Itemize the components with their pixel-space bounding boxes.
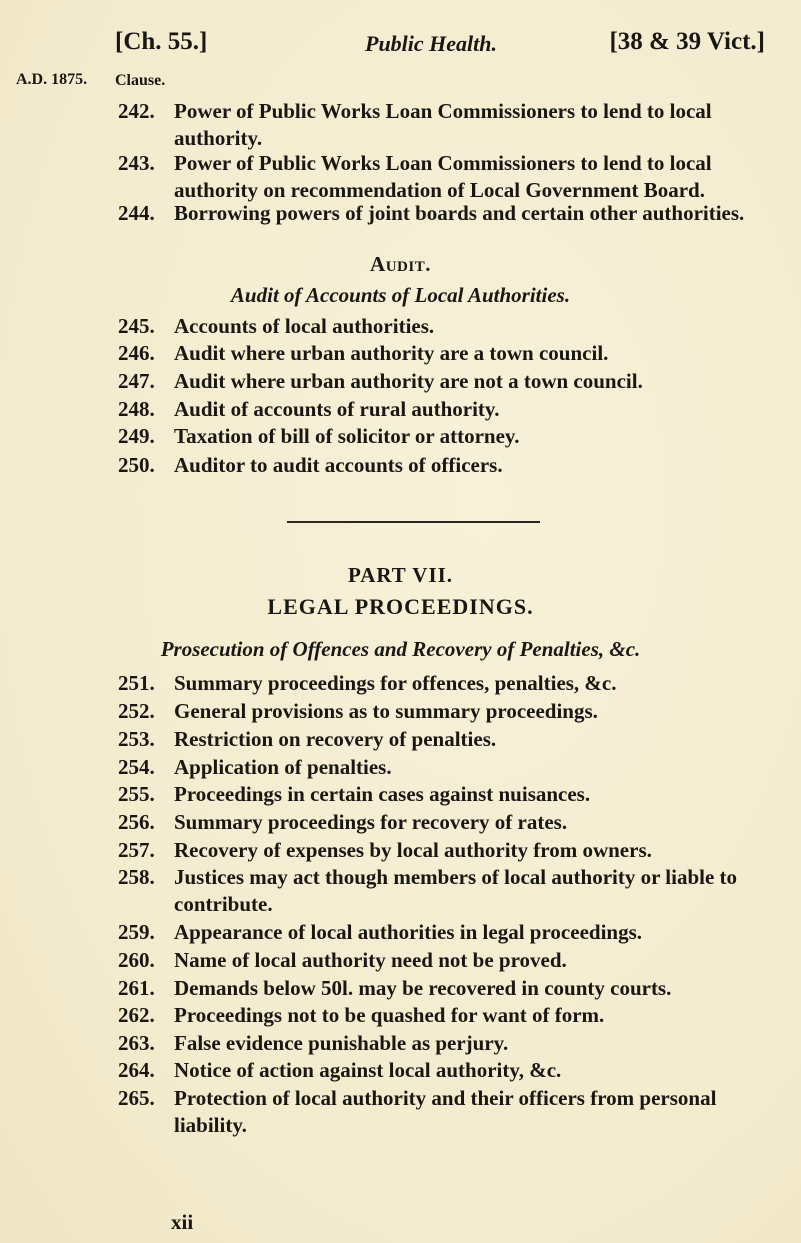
clause-number: 258. (118, 865, 155, 889)
clause-number: 248. (118, 397, 155, 421)
clause-text: Audit of accounts of rural authority. (174, 397, 500, 421)
clause-number: 247. (118, 369, 155, 393)
part-subtitle: LEGAL PROCEEDINGS. (267, 594, 534, 619)
clause-text: General provisions as to summary proceedings. (174, 699, 598, 723)
clause-number: 246. (118, 341, 155, 365)
clause-column-label: Clause. (115, 72, 166, 89)
clause-number: 260. (118, 948, 155, 972)
clause-number: 259. (118, 920, 155, 944)
chapter-label: [Ch. 55.] (115, 28, 208, 55)
clause-text: Summary proceedings for offences, penalties, &c. (174, 671, 617, 695)
section-subheading: Audit of Accounts of Local Authorities. (230, 283, 571, 307)
clause-number: 264. (118, 1058, 155, 1082)
clause-text: Justices may act though members of local authority or liable to contribute. (174, 865, 738, 916)
clause-number: 244. (118, 201, 155, 225)
clause-number: 242. (118, 99, 155, 123)
running-header (115, 28, 765, 62)
clause-number: 262. (118, 1003, 155, 1027)
clause-number: 245. (118, 314, 155, 338)
clause-text: Application of penalties. (174, 755, 392, 779)
clause-number: 251. (118, 671, 155, 695)
clause-number: 254. (118, 755, 155, 779)
clause-text: Notice of action against local authority, &c. (174, 1058, 562, 1082)
clause-text: Audit where urban authority are not a town council. (174, 369, 643, 393)
section-subheading: Prosecution of Offences and Recovery of Penalties, &c. (160, 637, 641, 661)
clause-text: Appearance of local authorities in legal proceedings. (174, 920, 642, 944)
clause-text: Taxation of bill of solicitor or attorney. (174, 424, 520, 448)
clause-text: Recovery of expenses by local authority from owners. (174, 838, 652, 862)
clause-number: 265. (118, 1086, 155, 1110)
clause-number: 263. (118, 1031, 155, 1055)
clause-text: Power of Public Works Loan Commissioners to lend to local authority. (174, 99, 712, 150)
section-divider (287, 521, 540, 523)
clause-number: 255. (118, 782, 155, 806)
clause-text: Accounts of local authorities. (174, 314, 435, 338)
running-title: Public Health. (365, 31, 497, 56)
clause-text: Demands below 50l. may be recovered in county courts. (174, 976, 672, 1000)
clause-number: 243. (118, 151, 155, 175)
clause-text: Audit where urban authority are a town council. (174, 341, 609, 365)
clause-number: 252. (118, 699, 155, 723)
clause-text: Restriction on recovery of penalties. (174, 727, 497, 751)
clause-number: 249. (118, 424, 155, 448)
clause-text: False evidence punishable as perjury. (174, 1031, 509, 1055)
clause-text: Power of Public Works Loan Commissioners to lend to local authority on recommendation of Local Government Board. (174, 151, 712, 202)
clause-text: Auditor to audit accounts of officers. (174, 453, 503, 477)
clause-text: Proceedings not to be quashed for want of form. (174, 1003, 605, 1027)
clause-text: Summary proceedings for recovery of rates. (174, 810, 568, 834)
clause-number: 257. (118, 838, 155, 862)
clause-text: Borrowing powers of joint boards and certain other authorities. (174, 201, 745, 225)
clause-number: 256. (118, 810, 155, 834)
part-title: PART VII. (347, 563, 454, 587)
clause-text: Protection of local authority and their officers from personal liability. (174, 1086, 717, 1137)
page-folio: xii (171, 1210, 194, 1234)
regnal-year: [38 & 39 Vict.] (609, 28, 765, 55)
clause-number: 253. (118, 727, 155, 751)
clause-number: 250. (118, 453, 155, 477)
section-heading: Audit. (370, 252, 431, 276)
clause-text: Proceedings in certain cases against nuisances. (174, 782, 591, 806)
clause-number: 261. (118, 976, 155, 1000)
margin-year: A.D. 1875. (16, 71, 88, 88)
clause-text: Name of local authority need not be proved. (174, 948, 567, 972)
